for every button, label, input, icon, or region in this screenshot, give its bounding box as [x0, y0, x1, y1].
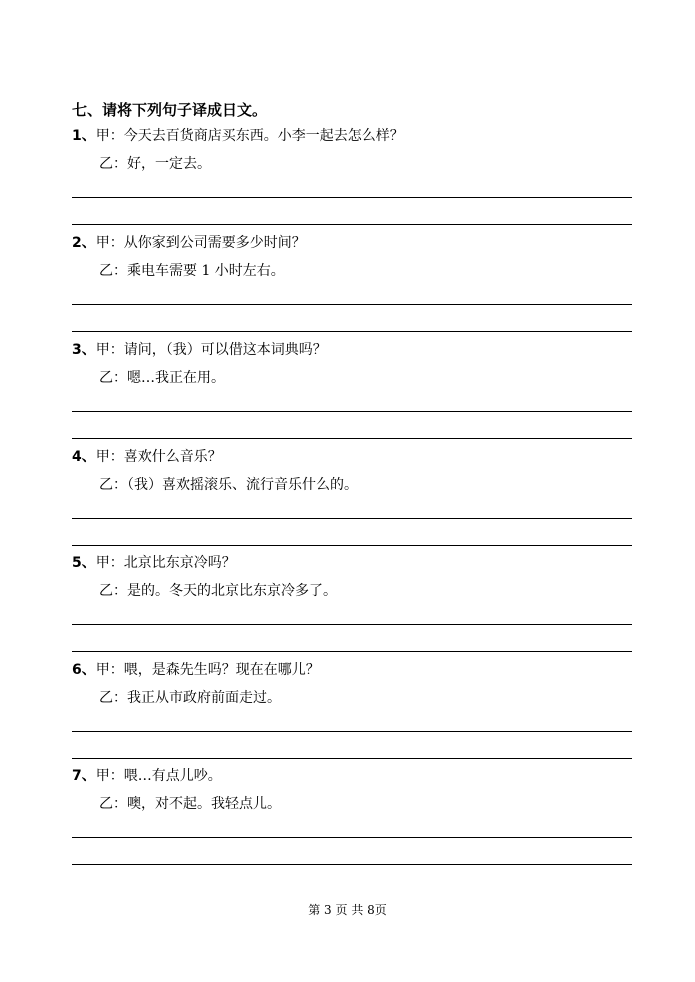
- speaker-b-text: 乙：是的。冬天的北京比东京冷多了。: [99, 583, 337, 599]
- speaker-a-text: 甲：喜欢什么音乐？: [95, 449, 222, 465]
- speaker-b-text: 乙：我正从市政府前面走过。: [99, 690, 281, 706]
- answer-line: [72, 331, 632, 332]
- answer-line: [72, 758, 632, 759]
- speaker-a-text: 甲：今天去百货商店买东西。小李一起去怎么样？: [95, 128, 404, 144]
- question-number: 1、: [72, 128, 96, 144]
- speaker-b-text: 乙：（我）喜欢摇滚乐、流行音乐什么的。: [99, 477, 358, 493]
- speaker-a-text: 甲：北京比东京冷吗？: [95, 555, 236, 571]
- question-number: 7、: [72, 768, 96, 784]
- question-number: 6、: [72, 662, 96, 678]
- question-4: [72, 448, 632, 554]
- speaker-b-text: 乙：好，一定去。: [99, 156, 211, 172]
- answer-line: [72, 545, 632, 546]
- question-1: [72, 127, 632, 233]
- answer-line: [72, 731, 632, 732]
- answer-line: [72, 224, 632, 225]
- answer-line: [72, 304, 632, 305]
- answer-line: [72, 651, 632, 652]
- question-line-a: [72, 661, 320, 679]
- question-line-a: [72, 767, 222, 785]
- speaker-b-text: 乙：噢，对不起。我轻点儿。: [99, 796, 281, 812]
- answer-line: [72, 864, 632, 865]
- answer-line: [72, 197, 632, 198]
- speaker-a-text: 甲：从你家到公司需要多少时间？: [95, 235, 306, 251]
- question-3: [72, 341, 632, 447]
- question-number: 4、: [72, 449, 96, 465]
- speaker-b-text: 乙：乘电车需要 1 小时左右。: [99, 263, 285, 279]
- answer-line: [72, 837, 632, 838]
- question-number: 3、: [72, 342, 96, 358]
- question-number: 5、: [72, 555, 96, 571]
- section-title: 七、请将下列句子译成日文。: [72, 101, 268, 119]
- question-5: [72, 554, 632, 660]
- question-line-a: [72, 127, 404, 145]
- question-line-a: [72, 554, 236, 572]
- answer-line: [72, 438, 632, 439]
- speaker-a-text: 甲：喂，是森先生吗？现在在哪儿？: [95, 662, 320, 678]
- answer-line: [72, 518, 632, 519]
- question-line-a: [72, 448, 222, 466]
- page-footer: 第 3 页 共 8页: [308, 903, 387, 917]
- question-6: [72, 661, 632, 767]
- speaker-a-text: 甲：喂…有点儿吵。: [95, 768, 222, 784]
- question-2: [72, 234, 632, 340]
- question-7: [72, 767, 632, 873]
- answer-line: [72, 624, 632, 625]
- question-number: 2、: [72, 235, 96, 251]
- question-line-a: [72, 341, 327, 359]
- speaker-a-text: 甲：请问，（我）可以借这本词典吗？: [95, 342, 327, 358]
- question-line-a: [72, 234, 306, 252]
- answer-line: [72, 411, 632, 412]
- speaker-b-text: 乙：嗯…我正在用。: [99, 370, 225, 386]
